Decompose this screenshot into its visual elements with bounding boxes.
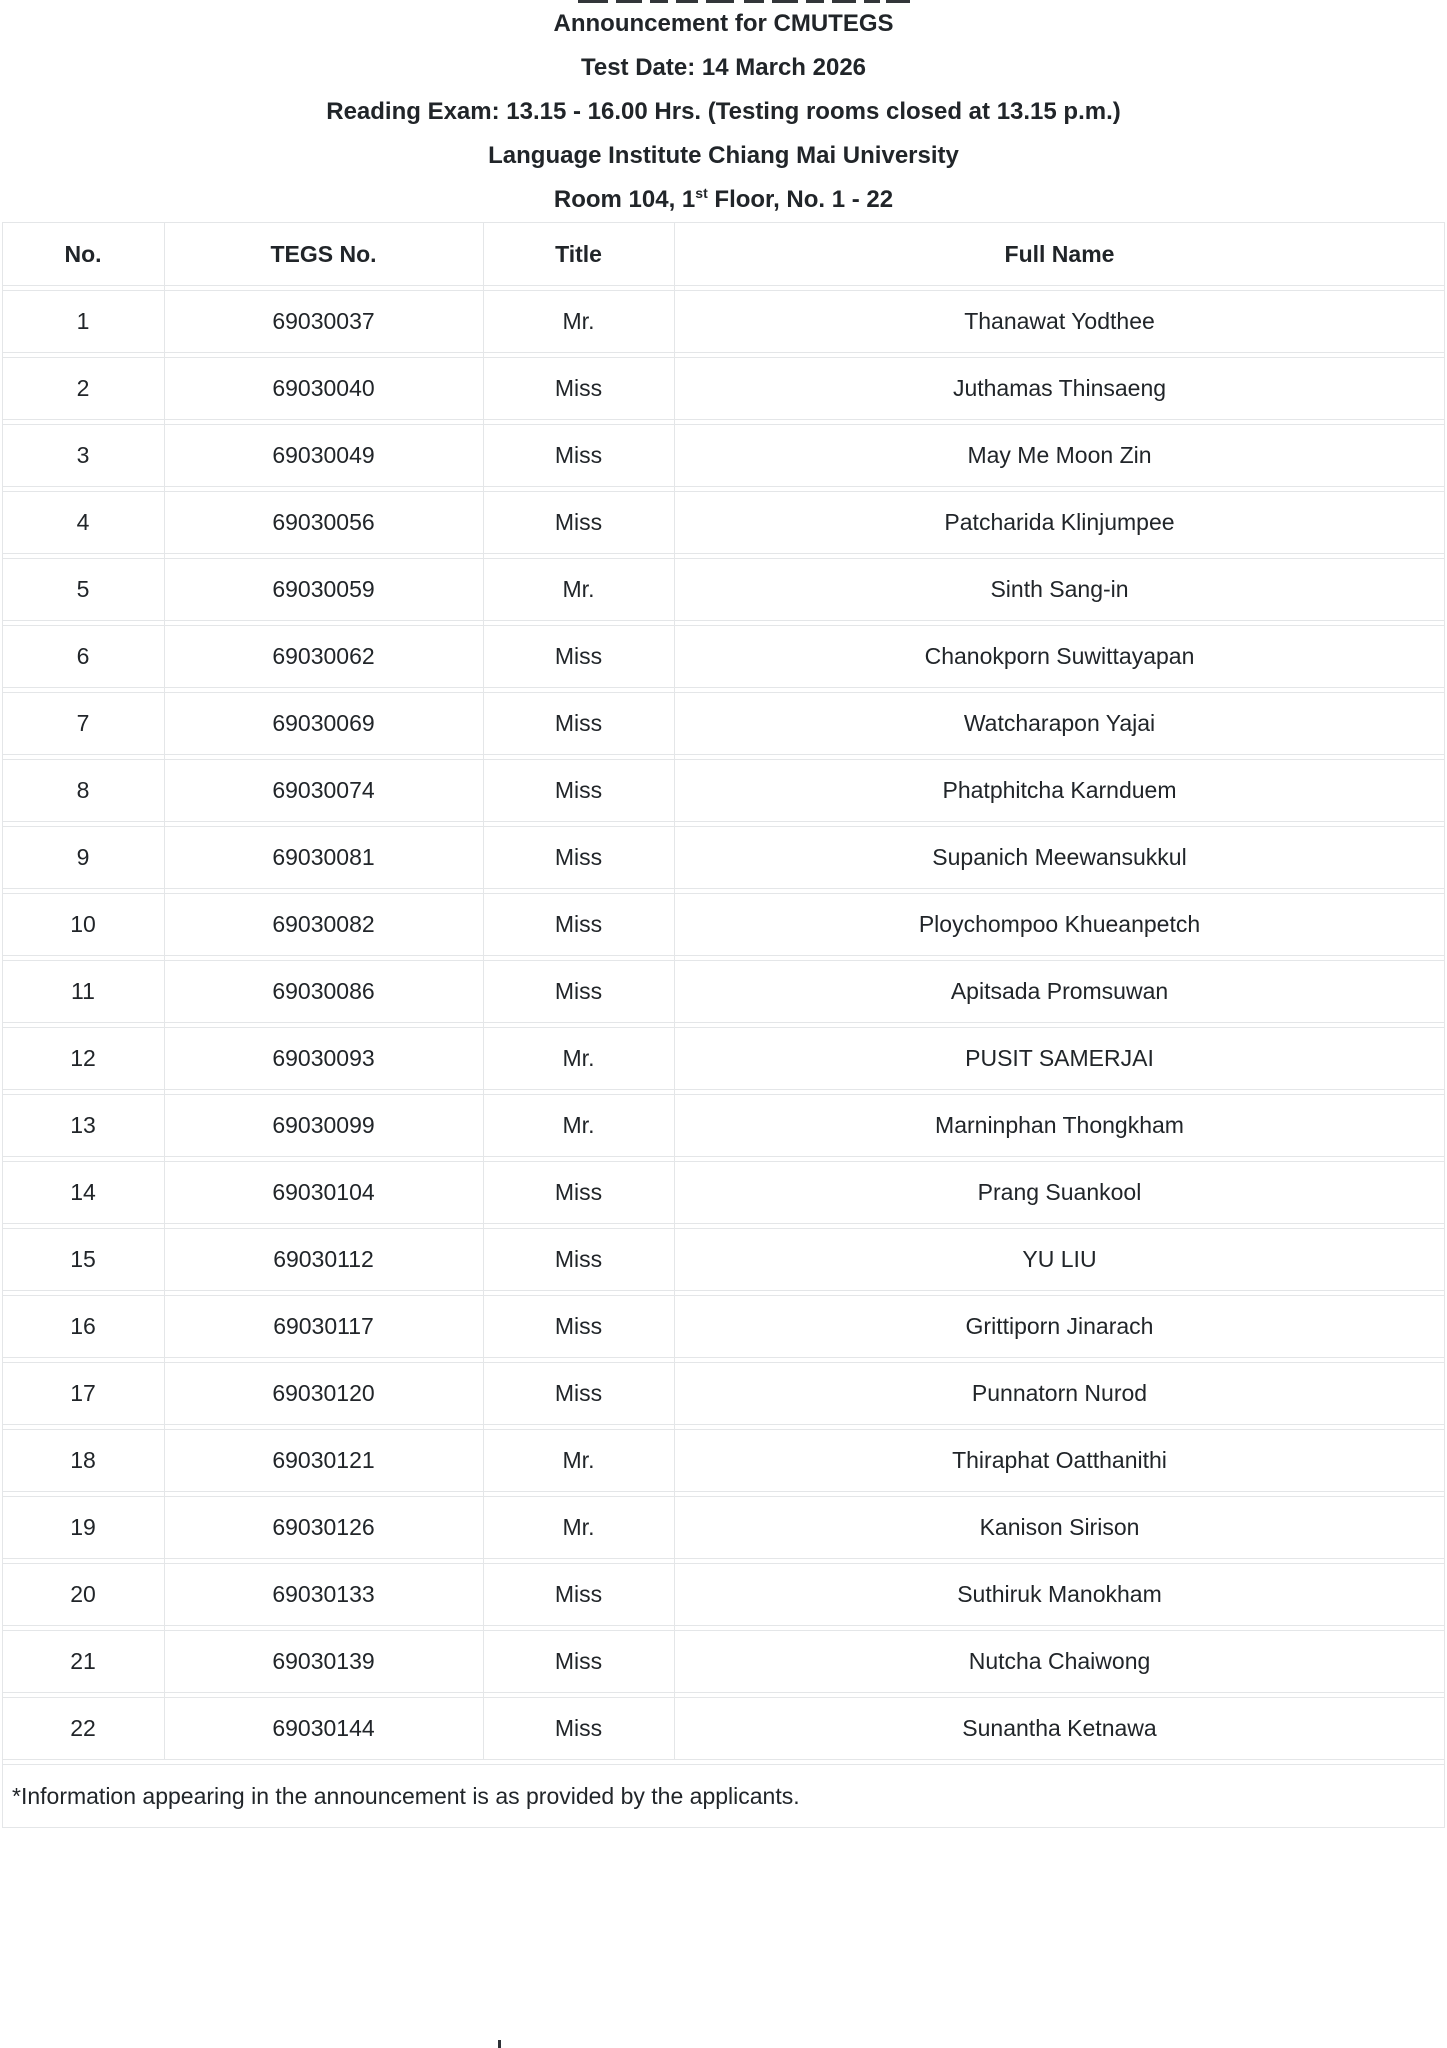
institute-line: Language Institute Chiang Mai University [488, 142, 959, 169]
cell-no: 17 [70, 1380, 96, 1406]
cell-no: 22 [70, 1715, 96, 1741]
cell-tegs-no: 69030112 [273, 1246, 374, 1272]
cell-title: Miss [554, 777, 603, 803]
table-right-border [1444, 222, 1445, 1828]
cell-title: Mr. [562, 1112, 595, 1138]
cell-title: Miss [554, 978, 603, 1004]
cell-tegs-no: 69030081 [272, 844, 375, 870]
cell-title: Miss [554, 1380, 603, 1406]
cell-no: 15 [70, 1246, 96, 1272]
cell-no: 1 [76, 308, 90, 334]
table-row [2, 1496, 1445, 1559]
table-row [2, 1630, 1445, 1693]
cell-tegs-no: 69030069 [272, 710, 375, 736]
cell-title: Miss [554, 509, 603, 535]
table-row [2, 1362, 1445, 1425]
room-line [0, 178, 1447, 222]
cell-title: Miss [554, 1648, 603, 1674]
cell-full-name: Supanich Meewansukkul [932, 844, 1187, 870]
table-row [2, 290, 1445, 353]
table-row [2, 558, 1445, 621]
column-header-fullname: Full Name [1004, 240, 1115, 267]
table-row [2, 1027, 1445, 1090]
announcement-header [0, 0, 1447, 222]
cell-no: 12 [70, 1045, 96, 1071]
cell-full-name: Watcharapon Yajai [963, 710, 1156, 736]
cell-no: 16 [70, 1313, 96, 1339]
table-row [2, 1094, 1445, 1157]
clipped-text-top [0, 0, 1447, 4]
cell-tegs-no: 69030082 [272, 911, 375, 937]
cell-tegs-no: 69030126 [272, 1514, 375, 1540]
cell-tegs-no: 69030093 [272, 1045, 375, 1071]
cell-full-name: Chanokporn Suwittayapan [924, 643, 1195, 669]
cell-title: Miss [554, 911, 603, 937]
cell-full-name: Grittiporn Jinarach [965, 1313, 1154, 1339]
cell-full-name: Thiraphat Oatthanithi [952, 1447, 1167, 1473]
cell-tegs-no: 69030049 [272, 442, 375, 468]
cell-title: Miss [554, 1581, 603, 1607]
cell-tegs-no: 69030086 [272, 978, 375, 1004]
table-row [2, 625, 1445, 688]
cell-no: 3 [76, 442, 90, 468]
cell-tegs-no: 69030104 [272, 1179, 375, 1205]
cell-title: Miss [554, 1715, 603, 1741]
cell-full-name: Sunantha Ketnawa [962, 1715, 1157, 1741]
cell-tegs-no: 69030056 [272, 509, 375, 535]
table-row [2, 826, 1445, 889]
cell-no: 2 [76, 375, 90, 401]
cell-title: Miss [554, 1246, 603, 1272]
cell-full-name: Marninphan Thongkham [935, 1112, 1184, 1138]
table-row [2, 1295, 1445, 1358]
cell-full-name: Juthamas Thinsaeng [952, 375, 1167, 401]
cell-no: 18 [70, 1447, 96, 1473]
cell-no: 7 [76, 710, 90, 736]
cell-title: Mr. [562, 308, 595, 334]
clipped-text-bottom [498, 2040, 501, 2048]
cell-title: Miss [554, 710, 603, 736]
cell-full-name: Sinth Sang-in [990, 576, 1129, 602]
column-divider-1 [164, 222, 165, 1760]
column-header-title: Title [555, 240, 602, 267]
cell-tegs-no: 69030144 [272, 1715, 375, 1741]
column-divider-3 [674, 222, 675, 1760]
cell-tegs-no: 69030121 [272, 1447, 375, 1473]
table-body [2, 290, 1445, 1760]
footnote-row [2, 1764, 1445, 1828]
room-line-suffix: Floor, No. 1 - 22 [707, 186, 894, 213]
cell-no: 13 [70, 1112, 96, 1138]
cell-full-name: Phatphitcha Karnduem [942, 777, 1177, 803]
room-line-ordinal: st [695, 185, 708, 201]
cell-full-name: PUSIT SAMERJAI [965, 1045, 1154, 1071]
cell-title: Mr. [562, 576, 595, 602]
cell-tegs-no: 69030133 [272, 1581, 375, 1607]
column-divider-2 [483, 222, 484, 1760]
cell-title: Miss [554, 1179, 603, 1205]
table-row [2, 1697, 1445, 1760]
cell-no: 10 [70, 911, 96, 937]
cell-full-name: Thanawat Yodthee [964, 308, 1155, 334]
table-row [2, 1429, 1445, 1492]
table-row [2, 960, 1445, 1023]
cell-tegs-no: 69030120 [272, 1380, 375, 1406]
table-left-border [2, 222, 3, 1828]
column-header-no: No. [64, 240, 102, 267]
table-row [2, 357, 1445, 420]
cell-no: 21 [70, 1648, 96, 1674]
cell-title: Miss [554, 844, 603, 870]
table-header-row [2, 222, 1445, 286]
cell-title: Miss [554, 643, 603, 669]
cell-no: 6 [76, 643, 90, 669]
column-header-tegs-no: TEGS No. [270, 240, 377, 267]
table-row [2, 893, 1445, 956]
cell-tegs-no: 69030099 [272, 1112, 375, 1138]
cell-no: 5 [76, 576, 90, 602]
cell-title: Miss [554, 442, 603, 468]
cell-full-name: Prang Suankool [977, 1179, 1142, 1205]
room-line-prefix: Room 104, 1 [553, 186, 696, 213]
cell-no: 19 [70, 1514, 96, 1540]
cell-no: 9 [76, 844, 90, 870]
cell-title: Mr. [562, 1514, 595, 1540]
cell-tegs-no: 69030059 [272, 576, 375, 602]
cell-tegs-no: 69030037 [272, 308, 375, 334]
cell-title: Mr. [562, 1045, 595, 1071]
cell-tegs-no: 69030040 [272, 375, 375, 401]
table-row [2, 424, 1445, 487]
cell-full-name: Patcharida Klinjumpee [944, 509, 1175, 535]
table-row [2, 1228, 1445, 1291]
candidates-table [2, 222, 1445, 1828]
test-date-line: Test Date: 14 March 2026 [580, 54, 867, 81]
cell-full-name: May Me Moon Zin [967, 442, 1152, 468]
cell-full-name: Ploychompoo Khueanpetch [918, 911, 1201, 937]
exam-time-line: Reading Exam: 13.15 - 16.00 Hrs. (Testing rooms closed at 13.15 p.m.) [326, 98, 1121, 125]
footnote-text: *Information appearing in the announcement is as provided by the applicants. [12, 1782, 800, 1809]
cell-no: 11 [71, 978, 95, 1004]
cell-full-name: Suthiruk Manokham [957, 1581, 1162, 1607]
cell-title: Miss [554, 1313, 603, 1339]
announcement-title: Announcement for CMUTEGS [553, 10, 894, 37]
cell-full-name: Apitsada Promsuwan [950, 978, 1169, 1004]
table-row [2, 1161, 1445, 1224]
table-row [2, 759, 1445, 822]
cell-no: 14 [70, 1179, 96, 1205]
cell-tegs-no: 69030139 [272, 1648, 375, 1674]
cell-no: 4 [76, 509, 90, 535]
cell-tegs-no: 69030117 [273, 1313, 374, 1339]
cell-no: 8 [76, 777, 90, 803]
cell-tegs-no: 69030062 [272, 643, 375, 669]
cell-full-name: Kanison Sirison [979, 1514, 1140, 1540]
cell-full-name: YU LIU [1022, 1246, 1097, 1272]
table-row [2, 491, 1445, 554]
cell-no: 20 [70, 1581, 96, 1607]
table-row [2, 1563, 1445, 1626]
cell-full-name: Punnatorn Nurod [971, 1380, 1148, 1406]
cell-full-name: Nutcha Chaiwong [968, 1648, 1151, 1674]
cell-title: Miss [554, 375, 603, 401]
cell-title: Mr. [562, 1447, 595, 1473]
cell-tegs-no: 69030074 [272, 777, 375, 803]
table-row [2, 692, 1445, 755]
